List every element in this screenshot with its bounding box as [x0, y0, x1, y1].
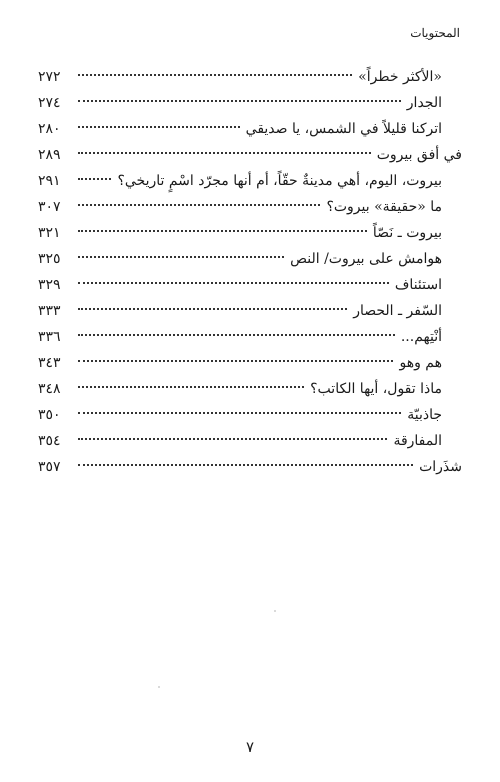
leader-dots: [78, 126, 240, 128]
toc-entry[interactable]: [38, 402, 462, 428]
toc-entry-title: «الأكثر خطراً»: [358, 69, 442, 85]
scan-speck: [274, 610, 276, 612]
leader-dots: [78, 308, 347, 310]
toc-entry-title: هوامش على بيروت/ النص: [290, 251, 442, 267]
toc-entry[interactable]: [38, 454, 462, 480]
toc-entry[interactable]: [38, 194, 462, 220]
toc-entry-page: ٣٣٣: [38, 303, 61, 319]
leader-dots: [78, 256, 284, 258]
leader-dots: [78, 360, 393, 362]
leader-dots: [78, 204, 320, 206]
toc-entry-page: ٢٧٤: [38, 95, 61, 111]
toc-entry[interactable]: [38, 324, 462, 350]
toc-entry-page: ٣٣٦: [38, 329, 61, 345]
toc-entry-title: هم وهو: [399, 355, 442, 371]
toc-entry[interactable]: [38, 350, 462, 376]
toc-entry-title: جاذبيّة: [407, 407, 442, 423]
toc-entry[interactable]: [38, 168, 462, 194]
leader-dots: [78, 152, 371, 154]
leader-dots: [78, 282, 389, 284]
toc-entry[interactable]: [38, 246, 462, 272]
toc-entry-page: ٢٨٠: [38, 121, 61, 137]
leader-dots: [78, 386, 304, 388]
toc-entry-title: بيروت، اليوم، أهي مدينةٌ حقّاً، أم أنها مجرّد اسْمٍ تاريخي؟: [117, 173, 442, 189]
toc-entry-page: ٣٢١: [38, 225, 61, 241]
table-of-contents: [38, 64, 462, 480]
toc-entry-title: ما «حقيقة» بيروت؟: [326, 199, 442, 215]
toc-entry-page: ٢٨٩: [38, 147, 61, 163]
toc-entry[interactable]: [38, 272, 462, 298]
toc-entry-page: ٣٢٥: [38, 251, 61, 267]
toc-entry-page: ٣٠٧: [38, 199, 61, 215]
toc-entry-title: أنْتِهم...: [400, 329, 442, 345]
toc-entry-page: ٣٥٧: [38, 459, 61, 475]
toc-entry-title: استئناف: [394, 277, 442, 293]
toc-entry-title: الجدار: [406, 95, 442, 111]
toc-entry[interactable]: [38, 376, 462, 402]
leader-dots: [78, 464, 413, 466]
toc-entry-title: بيروت ـ نَصّاً: [372, 225, 442, 241]
toc-entry-page: ٣٥٤: [38, 433, 61, 449]
toc-entry-page: ٣٤٣: [38, 355, 61, 371]
leader-dots: [78, 334, 395, 336]
leader-dots: [78, 178, 111, 180]
leader-dots: [78, 438, 387, 440]
toc-entry-title: في أفق بيروت: [376, 147, 462, 163]
scan-speck: [158, 686, 160, 688]
leader-dots: [78, 100, 401, 102]
toc-entry[interactable]: [38, 428, 462, 454]
running-head: المحتويات: [410, 26, 460, 40]
toc-entry-page: ٣٤٨: [38, 381, 61, 397]
page-number: ٧: [245, 738, 255, 756]
toc-entry[interactable]: [38, 298, 462, 324]
toc-entry-page: ٢٧٢: [38, 69, 61, 85]
leader-dots: [78, 230, 367, 232]
toc-entry[interactable]: [38, 220, 462, 246]
toc-entry-page: ٣٥٠: [38, 407, 61, 423]
toc-entry-page: ٣٢٩: [38, 277, 61, 293]
toc-entry-title: اتركنا قليلاً في الشمس، يا صديقي: [245, 121, 442, 137]
toc-entry[interactable]: [38, 90, 462, 116]
toc-entry-title: ماذا تقول، أيها الكاتب؟: [310, 381, 442, 397]
toc-entry[interactable]: [38, 64, 462, 90]
toc-entry-title: المفارقة: [393, 433, 442, 449]
leader-dots: [78, 412, 401, 414]
toc-entry[interactable]: [38, 116, 462, 142]
leader-dots: [78, 74, 352, 76]
toc-entry[interactable]: [38, 142, 462, 168]
toc-entry-title: السّفر ـ الحصار: [353, 303, 442, 319]
toc-entry-title: شذَرات: [419, 459, 462, 475]
toc-entry-page: ٢٩١: [38, 173, 61, 189]
